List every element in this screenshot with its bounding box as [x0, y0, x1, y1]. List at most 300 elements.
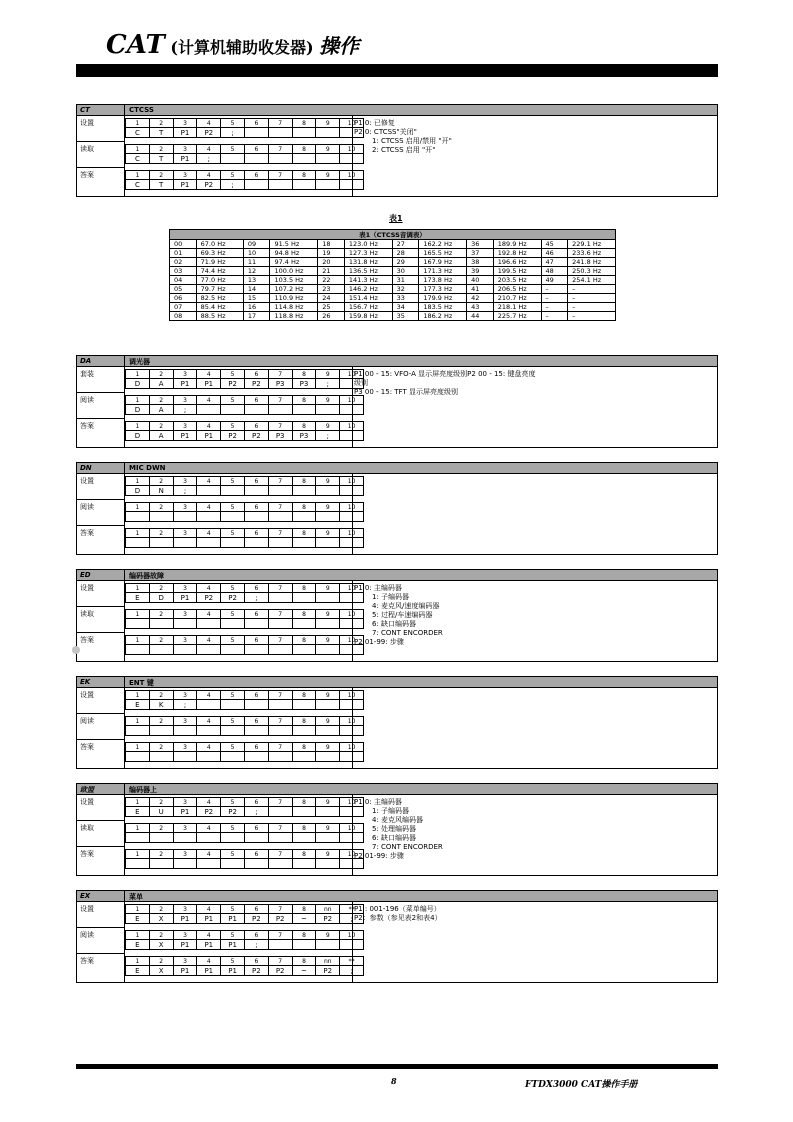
position-number: 4: [197, 850, 221, 859]
parameter-value: [149, 752, 173, 762]
table1-title: 表1（CTCSS音调表）: [170, 230, 616, 240]
parameter-value: [292, 859, 316, 869]
tone-frequency: 79.7 Hz: [196, 285, 243, 294]
parameter-value: [244, 833, 268, 843]
tone-frequency: 91.5 Hz: [270, 240, 318, 249]
header-operation: 操作: [319, 34, 360, 58]
tone-code: 43: [467, 303, 494, 312]
parameter-value: [221, 752, 245, 762]
tone-code: 22: [318, 276, 345, 285]
tone-code: 40: [467, 276, 494, 285]
position-number: 8: [292, 850, 316, 859]
value-row: [126, 431, 364, 441]
tone-frequency: 179.9 Hz: [419, 294, 467, 303]
value-row: [126, 752, 364, 762]
parameter-value: ;: [173, 405, 197, 415]
parameter-grid: [125, 716, 364, 736]
position-number: 2: [149, 636, 173, 645]
row-label: 设置: [80, 691, 94, 699]
parameter-value: E: [126, 966, 150, 976]
tone-frequency: 173.8 Hz: [419, 276, 467, 285]
parameter-value: [173, 619, 197, 629]
position-number: 3: [173, 743, 197, 752]
position-number: 1: [126, 584, 150, 593]
parameter-value: [268, 405, 292, 415]
position-number: 8: [292, 422, 316, 431]
tone-code: 28: [392, 249, 419, 258]
position-row: [126, 850, 364, 859]
position-row: [126, 957, 364, 966]
parameter-value: P1: [173, 940, 197, 950]
parameter-value: P2: [244, 914, 268, 924]
parameter-value: [244, 180, 268, 190]
position-number: 9: [316, 477, 340, 486]
parameter-value: [268, 512, 292, 522]
tone-frequency: 159.8 Hz: [344, 312, 392, 321]
command-title: CTCSS: [129, 106, 154, 114]
position-number: 7: [268, 477, 292, 486]
note-line: P1 0: 主编码器: [354, 798, 402, 806]
position-number: 5: [221, 503, 245, 512]
header-bar: [76, 64, 718, 77]
parameter-value: [149, 859, 173, 869]
command-block-2: [76, 462, 718, 555]
tone-row: [170, 294, 616, 303]
parameter-grid: [125, 904, 364, 924]
parameter-value: X: [149, 914, 173, 924]
row-label: 套装: [80, 370, 94, 378]
parameter-grid: [125, 502, 364, 522]
parameter-value: E: [126, 914, 150, 924]
position-number: 9: [316, 691, 340, 700]
note-line: P3 00 - 15: TFT 显示屏亮度级别: [354, 388, 458, 396]
row-label: 答案: [80, 743, 94, 751]
position-number: 9: [316, 824, 340, 833]
tone-code: 21: [318, 267, 345, 276]
tone-frequency: 156.7 Hz: [344, 303, 392, 312]
position-row: [126, 477, 364, 486]
position-number: **: [340, 957, 364, 966]
parameter-value: P1: [173, 154, 197, 164]
parameter-grid: [125, 395, 364, 415]
parameter-value: [292, 807, 316, 817]
parameter-value: [268, 752, 292, 762]
tone-frequency: 94.8 Hz: [270, 249, 318, 258]
tone-frequency: 171.3 Hz: [419, 267, 467, 276]
tone-row: [170, 285, 616, 294]
position-number: 10: [340, 691, 364, 700]
position-number: 6: [244, 584, 268, 593]
position-number: 10: [340, 824, 364, 833]
command-block-4: [76, 676, 718, 769]
parameter-value: T: [149, 154, 173, 164]
command-code: EK: [80, 678, 91, 686]
tone-code: 02: [170, 258, 197, 267]
position-number: 5: [221, 636, 245, 645]
tone-code: 17: [243, 312, 270, 321]
parameter-value: [268, 726, 292, 736]
tone-code: 30: [392, 267, 419, 276]
value-row: [126, 940, 364, 950]
command-title: 编码器故障: [129, 572, 164, 580]
position-number: 1: [126, 503, 150, 512]
command-title: 编码器上: [129, 786, 157, 794]
position-number: 3: [173, 370, 197, 379]
parameter-value: [197, 752, 221, 762]
value-row: [126, 128, 364, 138]
parameter-value: [173, 538, 197, 548]
position-number: 10: [340, 396, 364, 405]
position-number: 7: [268, 717, 292, 726]
parameter-value: [316, 700, 340, 710]
tone-code: 09: [243, 240, 270, 249]
parameter-value: ;: [340, 914, 364, 924]
position-row: [126, 610, 364, 619]
command-notes: [354, 370, 535, 397]
tone-frequency: 82.5 Hz: [196, 294, 243, 303]
position-number: 3: [173, 422, 197, 431]
parameter-value: [292, 940, 316, 950]
tone-code: 33: [392, 294, 419, 303]
position-number: 3: [173, 119, 197, 128]
divider: [77, 713, 124, 714]
tone-code: 36: [467, 240, 494, 249]
parameter-value: [340, 431, 364, 441]
parameter-grid: [125, 421, 364, 441]
position-number: 2: [149, 931, 173, 940]
value-row: [126, 807, 364, 817]
position-number: 10: [340, 584, 364, 593]
note-line: P1 0: 主编码器: [354, 584, 402, 592]
parameter-grid: [125, 144, 364, 164]
tone-row: [170, 312, 616, 321]
position-number: 8: [292, 636, 316, 645]
tone-frequency: 136.5 Hz: [344, 267, 392, 276]
tone-frequency: 123.0 Hz: [344, 240, 392, 249]
parameter-value: [292, 486, 316, 496]
position-number: 6: [244, 957, 268, 966]
parameter-value: [316, 405, 340, 415]
position-number: 1: [126, 743, 150, 752]
value-row: [126, 914, 364, 924]
command-notes: [354, 905, 442, 923]
tone-frequency: 146.2 Hz: [344, 285, 392, 294]
parameter-grid: [125, 476, 364, 496]
position-number: 9: [316, 717, 340, 726]
position-number: 4: [197, 905, 221, 914]
header-subtitle: (计算机辅助收发器): [170, 38, 314, 57]
position-number: 9: [316, 503, 340, 512]
position-number: 3: [173, 798, 197, 807]
value-row: [126, 966, 364, 976]
page-number: 8: [391, 1076, 397, 1086]
parameter-value: N: [149, 486, 173, 496]
value-row: [126, 405, 364, 415]
position-number: 8: [292, 743, 316, 752]
parameter-value: [340, 726, 364, 736]
position-row: [126, 119, 364, 128]
position-number: 6: [244, 610, 268, 619]
parameter-value: [340, 405, 364, 415]
parameter-value: [173, 512, 197, 522]
parameter-value: [268, 940, 292, 950]
parameter-value: [197, 512, 221, 522]
value-row: [126, 512, 364, 522]
parameter-value: [316, 512, 340, 522]
position-number: 2: [149, 529, 173, 538]
position-number: 10: [340, 477, 364, 486]
position-number: 7: [268, 503, 292, 512]
tone-code: 32: [392, 285, 419, 294]
row-label: 阅读: [80, 717, 94, 725]
position-number: 9: [316, 171, 340, 180]
tone-frequency: 192.8 Hz: [493, 249, 541, 258]
position-number: 5: [221, 529, 245, 538]
position-number: 8: [292, 931, 316, 940]
position-number: 4: [197, 145, 221, 154]
row-label: 设置: [80, 477, 94, 485]
position-row: [126, 636, 364, 645]
position-number: 6: [244, 743, 268, 752]
tone-frequency: 199.5 Hz: [493, 267, 541, 276]
note-line: 6: 缺口编码器: [372, 834, 417, 842]
row-label: 答案: [80, 957, 94, 965]
parameter-value: [173, 726, 197, 736]
note-line: 7: CONT ENCORDER: [372, 629, 443, 637]
command-block-1: [76, 355, 718, 448]
position-number: 7: [268, 171, 292, 180]
tone-frequency: 206.5 Hz: [493, 285, 541, 294]
divider: [77, 167, 124, 168]
position-row: [126, 422, 364, 431]
value-row: [126, 180, 364, 190]
parameter-value: ;: [244, 940, 268, 950]
command-header: [77, 891, 717, 902]
parameter-value: [197, 486, 221, 496]
position-number: 3: [173, 503, 197, 512]
parameter-value: [197, 700, 221, 710]
position-number: 2: [149, 422, 173, 431]
parameter-grid: [125, 635, 364, 655]
tone-code: 10: [243, 249, 270, 258]
parameter-value: P1: [197, 379, 221, 389]
tone-code: 23: [318, 285, 345, 294]
position-number: 2: [149, 957, 173, 966]
position-number: 1: [126, 119, 150, 128]
position-number: 9: [316, 610, 340, 619]
command-block-6: [76, 890, 718, 983]
position-row: [126, 717, 364, 726]
position-number: 6: [244, 717, 268, 726]
parameter-value: [316, 538, 340, 548]
position-number: 9: [316, 370, 340, 379]
divider: [77, 141, 124, 142]
divider: [77, 392, 124, 393]
divider: [77, 846, 124, 847]
note-line: 6: 缺口编码器: [372, 620, 417, 628]
position-number: 7: [268, 636, 292, 645]
divider: [77, 418, 124, 419]
parameter-value: [197, 645, 221, 655]
position-number: 3: [173, 905, 197, 914]
parameter-value: [244, 726, 268, 736]
parameter-value: [126, 859, 150, 869]
parameter-value: [197, 619, 221, 629]
position-number: 3: [173, 396, 197, 405]
command-notes: [354, 119, 452, 155]
tone-code: 11: [243, 258, 270, 267]
parameter-value: [197, 405, 221, 415]
tone-frequency: 97.4 Hz: [270, 258, 318, 267]
position-number: 2: [149, 477, 173, 486]
parameter-value: [340, 180, 364, 190]
position-number: 6: [244, 477, 268, 486]
command-code: ED: [80, 571, 91, 579]
position-number: 1: [126, 798, 150, 807]
parameter-value: P2: [221, 807, 245, 817]
position-number: 6: [244, 119, 268, 128]
position-row: [126, 905, 364, 914]
parameter-value: [244, 645, 268, 655]
tone-code: 44: [467, 312, 494, 321]
position-row: [126, 798, 364, 807]
position-number: 7: [268, 798, 292, 807]
parameter-value: [316, 752, 340, 762]
tone-code: 07: [170, 303, 197, 312]
position-row: [126, 691, 364, 700]
position-number: 1: [126, 610, 150, 619]
parameter-value: [316, 940, 340, 950]
parameter-value: [244, 128, 268, 138]
position-number: 2: [149, 610, 173, 619]
parameter-value: P3: [268, 431, 292, 441]
command-header: [77, 463, 717, 474]
parameter-value: P1: [173, 807, 197, 817]
tone-frequency: 77.0 Hz: [196, 276, 243, 285]
parameter-value: [244, 486, 268, 496]
position-row: [126, 529, 364, 538]
tone-code: 37: [467, 249, 494, 258]
position-number: 4: [197, 396, 221, 405]
tone-frequency: 107.2 Hz: [270, 285, 318, 294]
parameter-value: [244, 700, 268, 710]
table1-caption: 表1: [389, 214, 403, 223]
command-code: 欧盟: [80, 786, 94, 794]
position-row: [126, 931, 364, 940]
tone-frequency: 218.1 Hz: [493, 303, 541, 312]
note-line: 7: CONT ENCORDER: [372, 843, 443, 851]
position-number: 8: [292, 370, 316, 379]
position-number: 3: [173, 145, 197, 154]
tone-code: 25: [318, 303, 345, 312]
parameter-value: [149, 726, 173, 736]
tone-code: 04: [170, 276, 197, 285]
parameter-value: [221, 538, 245, 548]
tone-frequency: 189.9 Hz: [493, 240, 541, 249]
position-number: 7: [268, 931, 292, 940]
parameter-value: [292, 645, 316, 655]
row-label: 设置: [80, 905, 94, 913]
parameter-value: D: [149, 593, 173, 603]
tone-frequency: 196.6 Hz: [493, 258, 541, 267]
tone-frequency: –: [568, 285, 616, 294]
parameter-value: [244, 154, 268, 164]
row-label: 答案: [80, 529, 94, 537]
tone-frequency: –: [568, 294, 616, 303]
position-number: 1: [126, 905, 150, 914]
row-label: 设置: [80, 798, 94, 806]
position-row: [126, 396, 364, 405]
tone-code: 31: [392, 276, 419, 285]
position-number: 3: [173, 610, 197, 619]
parameter-value: E: [126, 807, 150, 817]
tone-code: –: [541, 303, 568, 312]
command-header: [77, 105, 717, 116]
position-number: 6: [244, 905, 268, 914]
parameter-value: [197, 859, 221, 869]
position-number: 9: [316, 850, 340, 859]
parameter-value: [149, 645, 173, 655]
parameter-value: T: [149, 180, 173, 190]
position-number: 10: [340, 119, 364, 128]
parameter-value: [316, 154, 340, 164]
parameter-value: [268, 833, 292, 843]
parameter-value: D: [126, 379, 150, 389]
parameter-value: ;: [173, 486, 197, 496]
ctcss-tone-table: [169, 229, 616, 321]
position-number: 3: [173, 529, 197, 538]
parameter-value: P2: [197, 180, 221, 190]
parameter-value: T: [149, 128, 173, 138]
position-number: 2: [149, 798, 173, 807]
parameter-value: C: [126, 154, 150, 164]
position-number: 5: [221, 584, 245, 593]
tone-frequency: 88.5 Hz: [196, 312, 243, 321]
parameter-value: ;: [197, 154, 221, 164]
tone-frequency: 110.9 Hz: [270, 294, 318, 303]
position-number: 5: [221, 824, 245, 833]
position-number: 10: [340, 798, 364, 807]
position-number: 6: [244, 691, 268, 700]
position-number: 4: [197, 422, 221, 431]
parameter-value: [292, 700, 316, 710]
position-number: 4: [197, 824, 221, 833]
parameter-value: [126, 833, 150, 843]
tone-code: 26: [318, 312, 345, 321]
parameter-value: P1: [173, 593, 197, 603]
position-number: 9: [316, 743, 340, 752]
note-line: 5: 过程/车速编码器: [372, 611, 433, 619]
command-block-0: [76, 104, 718, 197]
parameter-value: [268, 128, 292, 138]
parameter-value: [268, 180, 292, 190]
position-number: 3: [173, 171, 197, 180]
note-line: 5: 处理编码器: [372, 825, 417, 833]
position-number: 7: [268, 584, 292, 593]
parameter-value: [244, 405, 268, 415]
tone-code: 38: [467, 258, 494, 267]
position-number: 5: [221, 477, 245, 486]
parameter-value: E: [126, 700, 150, 710]
position-number: 7: [268, 850, 292, 859]
parameter-value: P2: [268, 966, 292, 976]
parameter-value: ;: [316, 431, 340, 441]
tone-code: 20: [318, 258, 345, 267]
parameter-value: X: [149, 940, 173, 950]
position-number: 3: [173, 477, 197, 486]
parameter-value: P2: [221, 379, 245, 389]
parameter-value: P2: [197, 807, 221, 817]
